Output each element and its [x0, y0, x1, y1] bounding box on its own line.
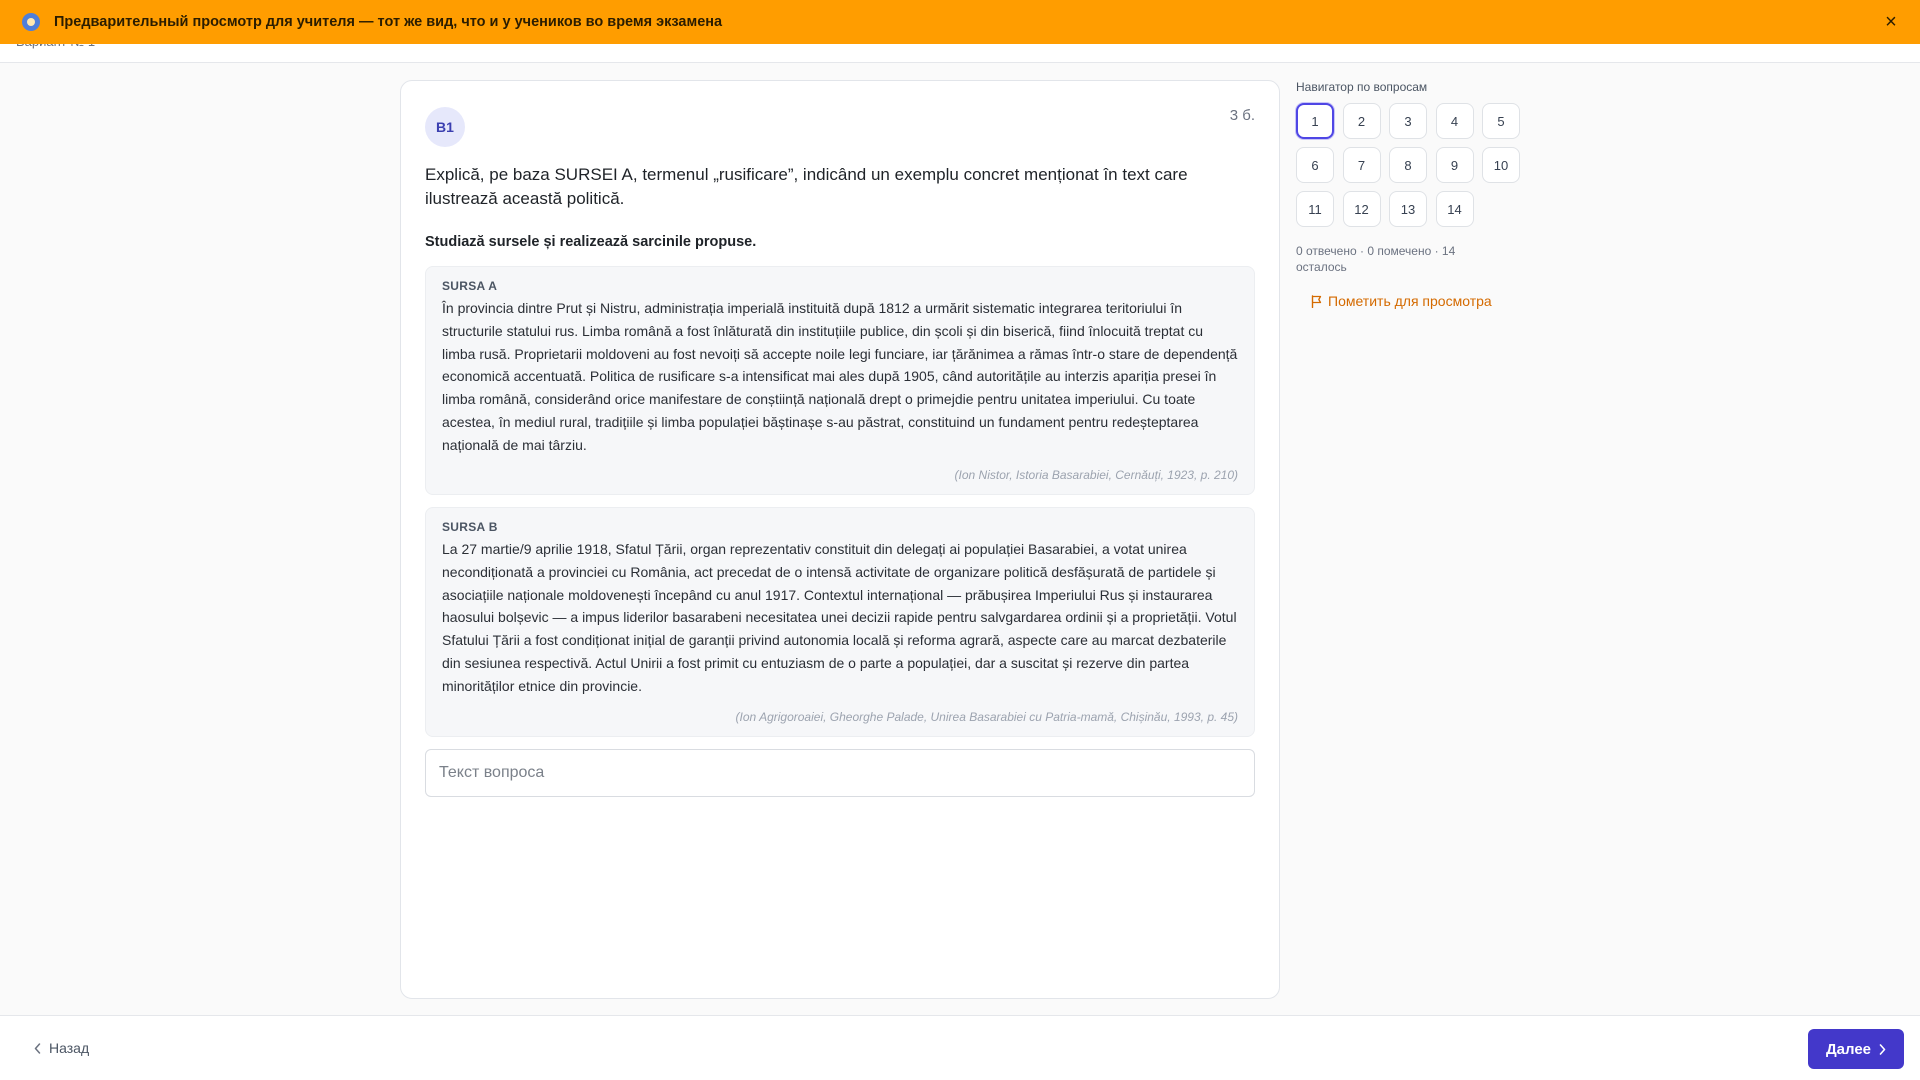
source-a [425, 266, 1255, 495]
nav-question-button[interactable]: 13 [1389, 191, 1427, 227]
preview-banner [0, 0, 1920, 44]
nav-question-button[interactable]: 7 [1343, 147, 1381, 183]
nav-question-button[interactable]: 3 [1389, 103, 1427, 139]
source-citation: (Ion Agrigoroaiei, Gheorghe Palade, Unirea Basarabiei cu Patria-mamă, Chișinău, 1993, p. 45) [735, 710, 1238, 724]
nav-question-button[interactable]: 6 [1296, 147, 1334, 183]
answer-input[interactable] [425, 749, 1255, 797]
navigator-title: Навигатор по вопросам [1296, 80, 1428, 94]
back-label: Назад [49, 1040, 90, 1056]
bottom-bar [0, 1015, 1920, 1080]
question-points: 3 б. [1229, 107, 1255, 124]
mark-label: Пометить для просмотра [1328, 293, 1492, 309]
nav-question-button[interactable]: 5 [1482, 103, 1520, 139]
source-b [425, 507, 1255, 737]
question-number-badge: B1 [425, 107, 465, 147]
back-button[interactable] [34, 1040, 89, 1056]
mark-for-review-button[interactable] [1311, 293, 1536, 309]
source-title: SURSA B [442, 520, 498, 534]
banner-text: Предварительный просмотр для учителя — тот же вид, что и у учеников во время экзамена [54, 14, 723, 30]
nav-question-button[interactable]: 9 [1436, 147, 1474, 183]
source-body: În provincia dintre Prut și Nistru, administrația imperială instituită după 1812 a urmărit sistematic integrarea teritoriului în structurile statului rus. Limba română a fost înlăturată din instituțiile publice, din școli și din biserică, fiind înlocuită treptat cu limba rusă. Proprietarii moldoveni au fost nevoiți să accepte noile legi funciare, iar țărănimea a rămas într-o stare de dependență economică accentuată. Politica de rusificare s-a intensificat mai ales după 1905, când autoritățile au interzis apariția presei în limba română, considerând orice manifestare de conștiință națională drept o primejdie pentru unitatea imperiului. Cu toate acestea, în mediul rural, tradițiile și limba populației băștinașe s-au păstrat, constituind un fundament pentru redeșteptarea națională de mai târziu. [442, 300, 1238, 453]
avatar-icon [22, 13, 40, 31]
nav-question-button[interactable]: 11 [1296, 191, 1334, 227]
navigator-stats: 0 отвечено · 0 помечено · 14 осталось [1296, 244, 1456, 274]
source-body: La 27 martie/9 aprilie 1918, Sfatul Țării, organ reprezentativ constituit din delegați ai populației Basarabiei, a votat unirea necondiționată a provinciei cu România, act precedat de o intensă activitate de organizare politică desfășurată de partidele și asociațiile naționale moldovenești începând cu anul 1917. Contextul internațional — prăbușirea Imperiului Rus și instaurarea haosului bolșevic — a impus liderilor basarabeni necesitatea unei decizii rapide pentru salvgardarea ordinii și a proprietății. Votul Sfatului Țării a fost condiționat inițial de garanții privind autonomia locală și reforma agrară, aspecte care au marcat dezbaterile din sesiunea respectivă. Actul Unirii a fost primit cu entuziasm de o parte a populației, dar a suscitat și rezerve din partea minorităților etnice din provincie. [442, 541, 1237, 694]
nav-question-button[interactable]: 14 [1436, 191, 1474, 227]
nav-question-button[interactable]: 4 [1436, 103, 1474, 139]
navigator-grid [1296, 103, 1536, 227]
chevron-left-icon [34, 1043, 41, 1054]
nav-question-button[interactable]: 12 [1343, 191, 1381, 227]
source-citation: (Ion Nistor, Istoria Basarabiei, Cernăuți, 1923, p. 210) [954, 468, 1238, 482]
flag-icon [1311, 295, 1322, 308]
nav-question-button[interactable]: 8 [1389, 147, 1427, 183]
nav-question-button[interactable]: 1 [1296, 103, 1334, 139]
close-icon[interactable]: × [1885, 11, 1897, 33]
question-navigator [1296, 80, 1536, 309]
source-title: SURSA A [442, 279, 498, 293]
next-label: Далее [1825, 1040, 1872, 1058]
question-text: Explică, pe baza SURSEI A, termenul „rusificare”, indicând un exemplu concret menționat în text care ilustrează această politică. [425, 165, 1188, 208]
nav-question-button[interactable]: 10 [1482, 147, 1520, 183]
chevron-right-icon [1879, 1044, 1886, 1055]
question-instruction: Studiază sursele și realizează sarcinile propuse. [425, 234, 757, 250]
nav-question-button[interactable]: 2 [1343, 103, 1381, 139]
question-card [400, 80, 1280, 999]
next-button[interactable] [1808, 1029, 1904, 1069]
